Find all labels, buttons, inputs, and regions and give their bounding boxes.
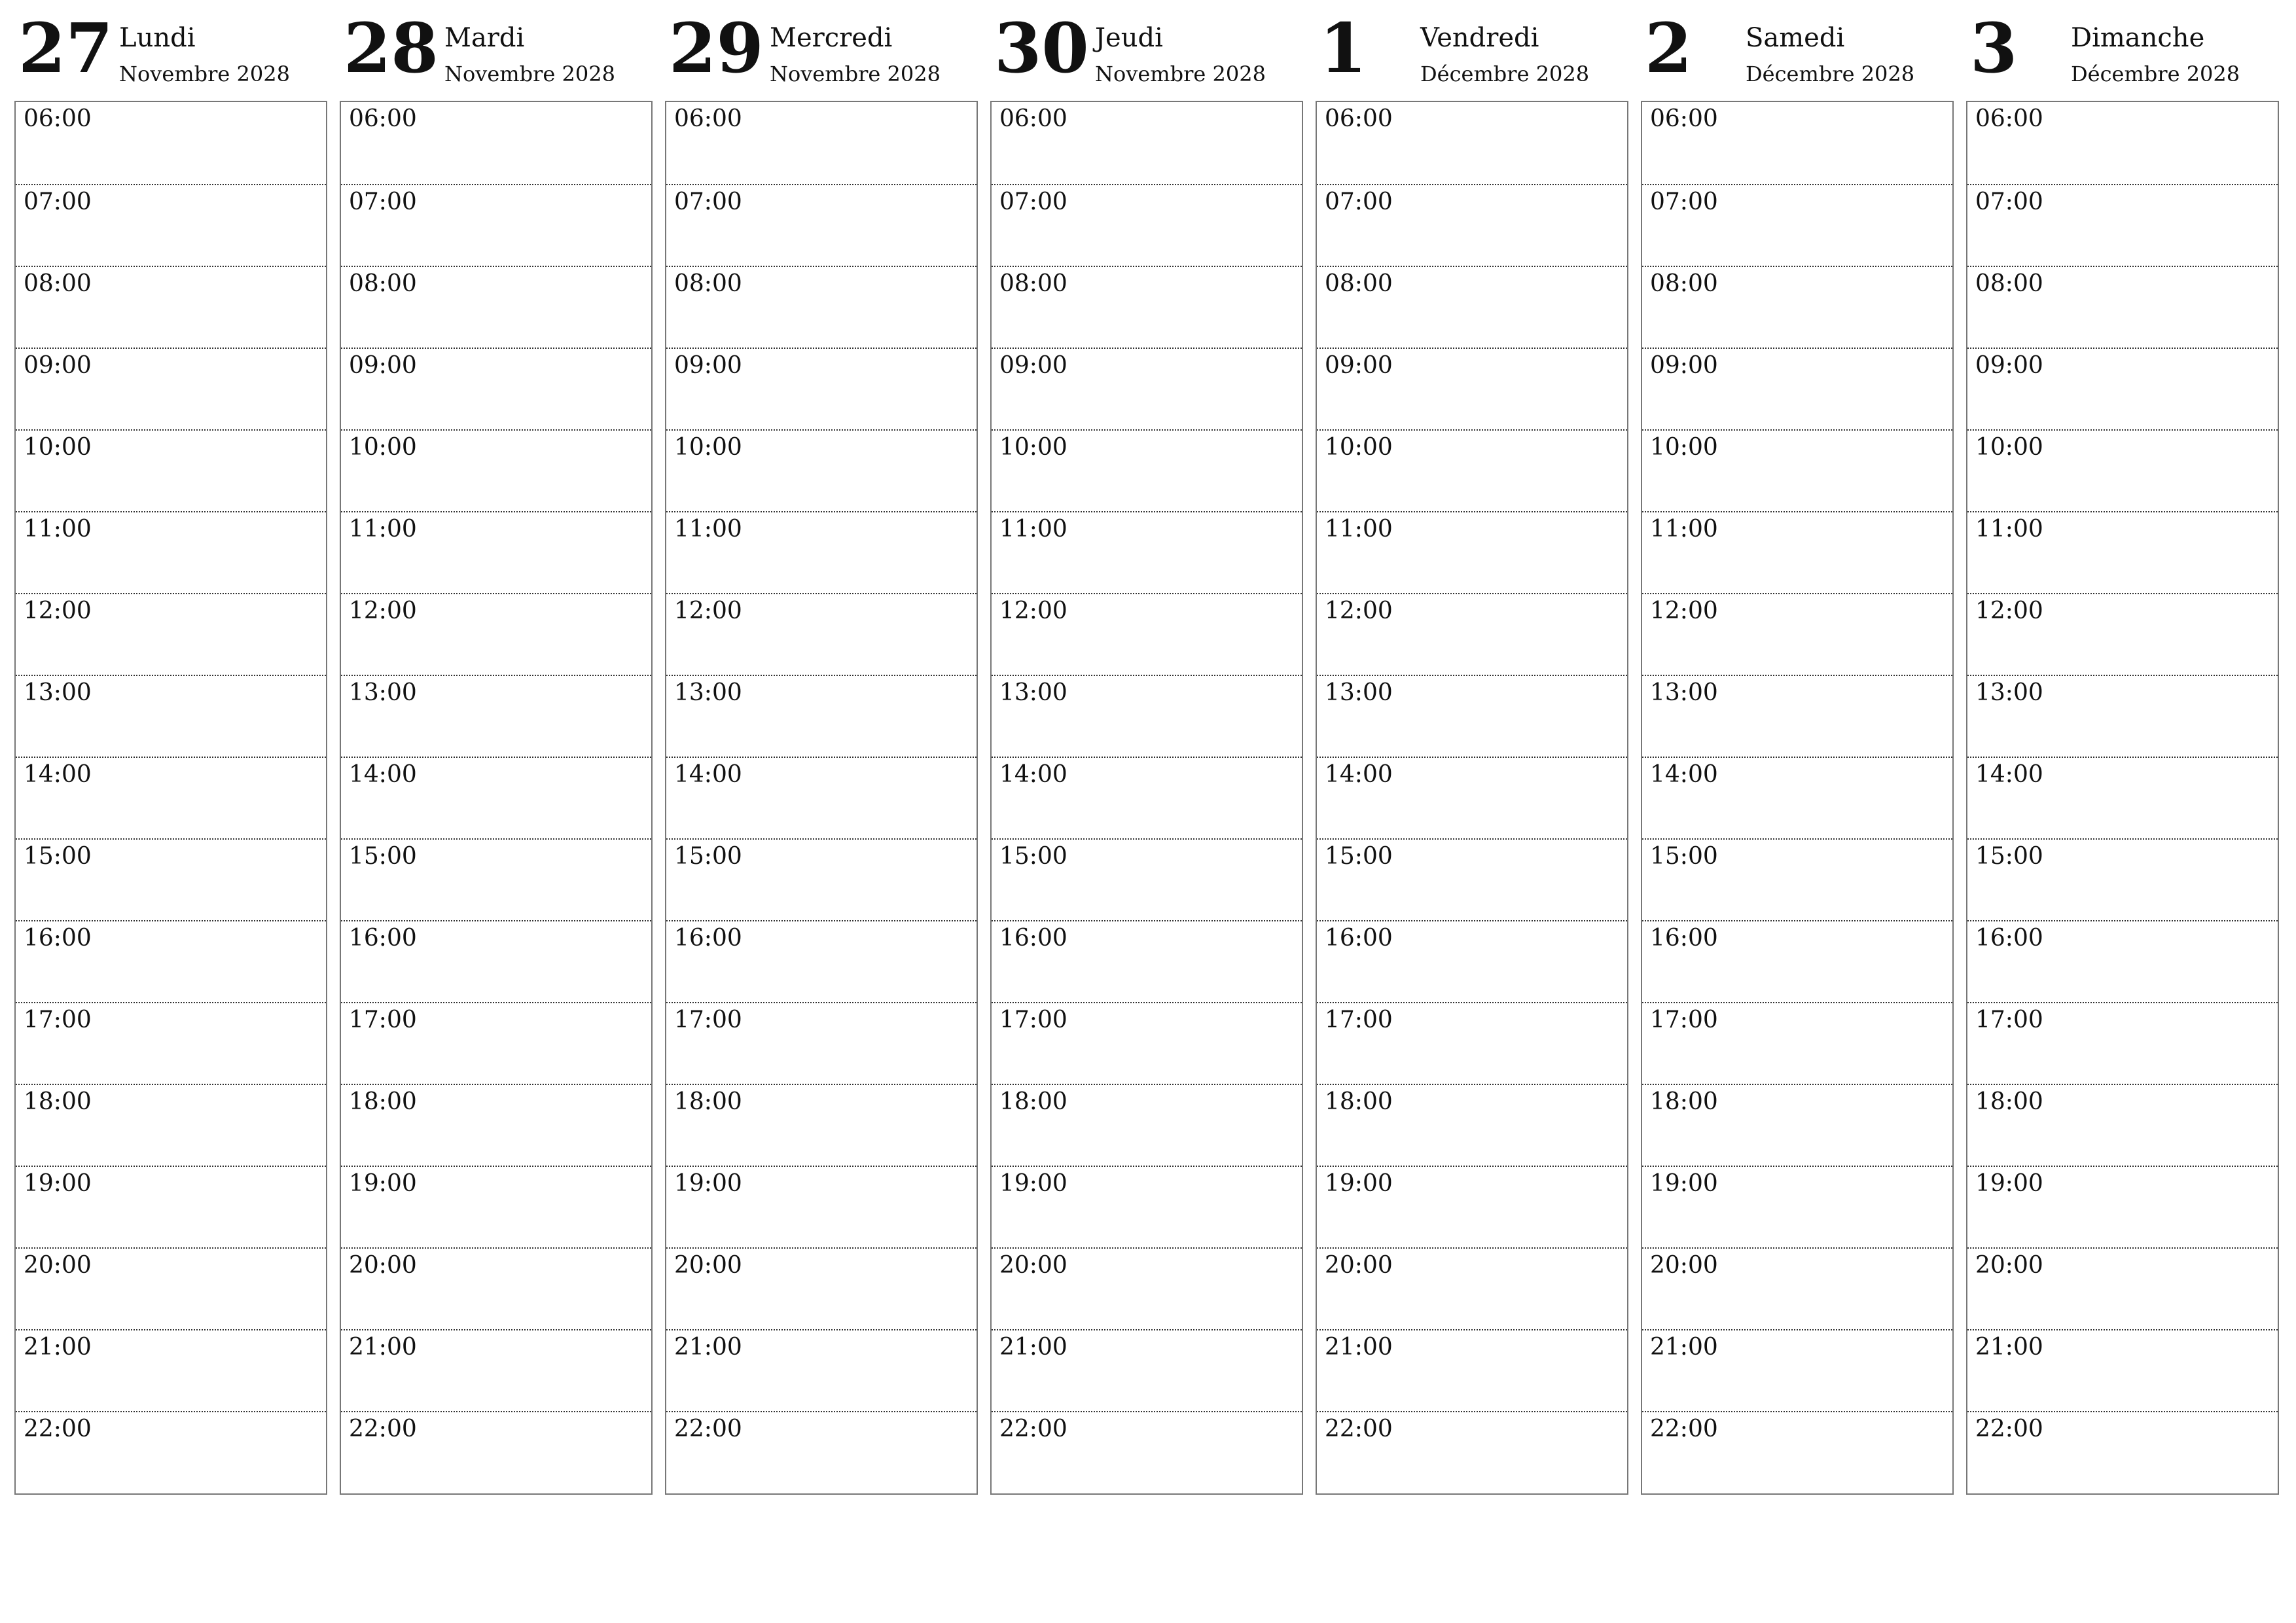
day-header xyxy=(14,0,327,98)
hour-slot[interactable] xyxy=(341,348,651,429)
hour-label: 18:00 xyxy=(1975,1088,2043,1115)
hour-label: 11:00 xyxy=(999,516,1067,543)
hour-label: 14:00 xyxy=(1975,761,2043,788)
day-header xyxy=(340,0,653,98)
hour-label: 13:00 xyxy=(24,679,92,706)
hour-label: 13:00 xyxy=(349,679,417,706)
hour-slot[interactable] xyxy=(666,184,977,266)
hour-label: 11:00 xyxy=(1975,516,2043,543)
hour-label: 13:00 xyxy=(1650,679,1718,706)
hour-slot[interactable] xyxy=(1967,429,2278,511)
hour-slot[interactable] xyxy=(666,1002,977,1084)
hour-label: 06:00 xyxy=(999,105,1067,132)
hour-label: 11:00 xyxy=(1325,516,1393,543)
day-name: Mardi xyxy=(444,23,525,53)
hour-label: 15:00 xyxy=(24,843,92,870)
hour-label: 18:00 xyxy=(1325,1088,1393,1115)
hour-label: 08:00 xyxy=(1975,270,2043,297)
hour-label: 06:00 xyxy=(1325,105,1393,132)
hour-label: 09:00 xyxy=(674,352,742,379)
hour-label: 09:00 xyxy=(349,352,417,379)
hour-slot[interactable] xyxy=(1642,266,1952,348)
hour-label: 11:00 xyxy=(349,516,417,543)
day-name: Dimanche xyxy=(2071,23,2205,53)
hour-slot[interactable] xyxy=(1642,429,1952,511)
hour-slot[interactable] xyxy=(666,511,977,593)
hour-label: 07:00 xyxy=(999,188,1067,215)
hour-slot[interactable] xyxy=(1967,1247,2278,1329)
hour-slot[interactable] xyxy=(1642,1084,1952,1166)
hour-slot[interactable] xyxy=(16,348,326,429)
hour-label: 22:00 xyxy=(1975,1416,2043,1442)
hour-label: 07:00 xyxy=(24,188,92,215)
hour-label: 19:00 xyxy=(1325,1170,1393,1197)
hour-slot[interactable] xyxy=(1967,511,2278,593)
hour-slot[interactable] xyxy=(1642,511,1952,593)
hour-grid xyxy=(990,101,1303,1495)
day-number: 29 xyxy=(669,8,764,88)
hour-slot[interactable] xyxy=(666,593,977,675)
hour-slot[interactable] xyxy=(341,757,651,838)
hour-slot[interactable] xyxy=(341,511,651,593)
hour-slot[interactable] xyxy=(992,1247,1302,1329)
hour-label: 19:00 xyxy=(674,1170,742,1197)
hour-label: 12:00 xyxy=(349,597,417,624)
hour-grid xyxy=(1641,101,1954,1495)
hour-label: 19:00 xyxy=(24,1170,92,1197)
hour-slot[interactable] xyxy=(341,593,651,675)
hour-label: 07:00 xyxy=(1325,188,1393,215)
hour-label: 22:00 xyxy=(674,1416,742,1442)
hour-label: 17:00 xyxy=(1325,1007,1393,1033)
day-month: Novembre 2028 xyxy=(119,62,290,86)
hour-label: 19:00 xyxy=(1975,1170,2043,1197)
hour-label: 16:00 xyxy=(999,925,1067,952)
day-month: Décembre 2028 xyxy=(2071,62,2240,86)
hour-label: 10:00 xyxy=(349,434,417,461)
hour-slot[interactable] xyxy=(992,1166,1302,1247)
hour-slot[interactable] xyxy=(16,102,326,184)
hour-label: 11:00 xyxy=(674,516,742,543)
hour-slot[interactable] xyxy=(1642,1002,1952,1084)
hour-slot[interactable] xyxy=(992,1329,1302,1411)
hour-slot[interactable] xyxy=(341,184,651,266)
day-header xyxy=(665,0,978,98)
hour-label: 21:00 xyxy=(1650,1334,1718,1361)
hour-label: 16:00 xyxy=(1975,925,2043,952)
hour-slot[interactable] xyxy=(16,1002,326,1084)
hour-slot[interactable] xyxy=(992,838,1302,920)
day-name: Lundi xyxy=(119,23,196,53)
day-number: 1 xyxy=(1319,8,1367,88)
hour-label: 07:00 xyxy=(349,188,417,215)
hour-label: 12:00 xyxy=(674,597,742,624)
hour-label: 20:00 xyxy=(1325,1252,1393,1279)
hour-slot[interactable] xyxy=(1642,920,1952,1002)
hour-label: 21:00 xyxy=(1975,1334,2043,1361)
hour-label: 09:00 xyxy=(1975,352,2043,379)
hour-label: 16:00 xyxy=(1650,925,1718,952)
day-number: 27 xyxy=(18,8,113,88)
hour-slot[interactable] xyxy=(992,593,1302,675)
hour-label: 11:00 xyxy=(1650,516,1718,543)
hour-label: 10:00 xyxy=(1650,434,1718,461)
hour-grid xyxy=(1966,101,2279,1495)
hour-grid xyxy=(14,101,327,1495)
hour-label: 22:00 xyxy=(349,1416,417,1442)
hour-label: 08:00 xyxy=(24,270,92,297)
hour-label: 06:00 xyxy=(1975,105,2043,132)
hour-slot[interactable] xyxy=(341,1329,651,1411)
hour-label: 20:00 xyxy=(1975,1252,2043,1279)
hour-slot[interactable] xyxy=(341,1166,651,1247)
hour-label: 21:00 xyxy=(999,1334,1067,1361)
hour-label: 15:00 xyxy=(1325,843,1393,870)
hour-label: 06:00 xyxy=(674,105,742,132)
hour-slot[interactable] xyxy=(992,675,1302,757)
hour-slot[interactable] xyxy=(992,348,1302,429)
hour-slot[interactable] xyxy=(1642,838,1952,920)
hour-grid xyxy=(340,101,653,1495)
hour-label: 15:00 xyxy=(349,843,417,870)
hour-label: 15:00 xyxy=(1975,843,2043,870)
hour-slot[interactable] xyxy=(1967,1329,2278,1411)
hour-slot[interactable] xyxy=(16,184,326,266)
hour-slot[interactable] xyxy=(1317,1329,1627,1411)
hour-slot[interactable] xyxy=(1967,348,2278,429)
hour-slot[interactable] xyxy=(1642,1166,1952,1247)
day-month: Décembre 2028 xyxy=(1746,62,1915,86)
day-name: Vendredi xyxy=(1420,23,1539,53)
hour-slot[interactable] xyxy=(1317,1002,1627,1084)
day-number: 30 xyxy=(994,8,1089,88)
hour-slot[interactable] xyxy=(992,184,1302,266)
hour-slot[interactable] xyxy=(666,675,977,757)
hour-slot[interactable] xyxy=(1642,184,1952,266)
hour-slot[interactable] xyxy=(992,266,1302,348)
day-header xyxy=(990,0,1303,98)
hour-slot[interactable] xyxy=(16,675,326,757)
hour-slot[interactable] xyxy=(1967,1084,2278,1166)
hour-label: 22:00 xyxy=(24,1416,92,1442)
hour-label: 17:00 xyxy=(999,1007,1067,1033)
hour-slot[interactable] xyxy=(666,920,977,1002)
hour-slot[interactable] xyxy=(1967,675,2278,757)
hour-slot[interactable] xyxy=(1967,102,2278,184)
hour-slot[interactable] xyxy=(16,757,326,838)
hour-slot[interactable] xyxy=(666,429,977,511)
hour-slot[interactable] xyxy=(16,511,326,593)
hour-label: 12:00 xyxy=(1325,597,1393,624)
hour-label: 12:00 xyxy=(1650,597,1718,624)
hour-label: 17:00 xyxy=(1975,1007,2043,1033)
hour-label: 21:00 xyxy=(24,1334,92,1361)
hour-slot[interactable] xyxy=(341,675,651,757)
day-month: Novembre 2028 xyxy=(770,62,941,86)
hour-label: 10:00 xyxy=(674,434,742,461)
hour-slot[interactable] xyxy=(1967,757,2278,838)
hour-label: 13:00 xyxy=(1975,679,2043,706)
hour-slot[interactable] xyxy=(1642,1411,1952,1493)
hour-label: 12:00 xyxy=(1975,597,2043,624)
hour-label: 14:00 xyxy=(24,761,92,788)
hour-label: 17:00 xyxy=(674,1007,742,1033)
hour-label: 17:00 xyxy=(24,1007,92,1033)
hour-label: 06:00 xyxy=(1650,105,1718,132)
hour-label: 17:00 xyxy=(1650,1007,1718,1033)
hour-label: 19:00 xyxy=(999,1170,1067,1197)
day-number: 28 xyxy=(344,8,439,88)
hour-slot[interactable] xyxy=(16,838,326,920)
hour-slot[interactable] xyxy=(666,1411,977,1493)
hour-slot[interactable] xyxy=(1967,1411,2278,1493)
hour-label: 22:00 xyxy=(999,1416,1067,1442)
hour-label: 14:00 xyxy=(1650,761,1718,788)
hour-label: 18:00 xyxy=(1650,1088,1718,1115)
hour-label: 20:00 xyxy=(24,1252,92,1279)
hour-slot[interactable] xyxy=(666,838,977,920)
hour-label: 14:00 xyxy=(349,761,417,788)
hour-slot[interactable] xyxy=(341,1002,651,1084)
hour-slot[interactable] xyxy=(16,1084,326,1166)
hour-slot[interactable] xyxy=(992,511,1302,593)
hour-slot[interactable] xyxy=(1317,757,1627,838)
hour-slot[interactable] xyxy=(666,1247,977,1329)
hour-slot[interactable] xyxy=(992,1002,1302,1084)
hour-slot[interactable] xyxy=(1967,184,2278,266)
hour-slot[interactable] xyxy=(666,1329,977,1411)
day-name: Samedi xyxy=(1746,23,1845,53)
hour-slot[interactable] xyxy=(341,102,651,184)
hour-label: 20:00 xyxy=(999,1252,1067,1279)
hour-slot[interactable] xyxy=(341,429,651,511)
hour-slot[interactable] xyxy=(16,593,326,675)
hour-label: 07:00 xyxy=(1975,188,2043,215)
hour-label: 12:00 xyxy=(24,597,92,624)
hour-label: 17:00 xyxy=(349,1007,417,1033)
hour-label: 10:00 xyxy=(1975,434,2043,461)
hour-label: 15:00 xyxy=(674,843,742,870)
hour-label: 06:00 xyxy=(24,105,92,132)
hour-label: 09:00 xyxy=(1325,352,1393,379)
hour-label: 06:00 xyxy=(349,105,417,132)
hour-label: 08:00 xyxy=(674,270,742,297)
hour-label: 08:00 xyxy=(1325,270,1393,297)
hour-slot[interactable] xyxy=(666,266,977,348)
hour-slot[interactable] xyxy=(341,838,651,920)
hour-slot[interactable] xyxy=(666,1084,977,1166)
hour-slot[interactable] xyxy=(1967,1166,2278,1247)
hour-slot[interactable] xyxy=(1317,511,1627,593)
day-name: Jeudi xyxy=(1095,23,1163,53)
hour-slot[interactable] xyxy=(1967,838,2278,920)
hour-slot[interactable] xyxy=(341,920,651,1002)
hour-slot[interactable] xyxy=(1642,593,1952,675)
hour-label: 22:00 xyxy=(1325,1416,1393,1442)
hour-slot[interactable] xyxy=(1317,184,1627,266)
hour-slot[interactable] xyxy=(16,1166,326,1247)
hour-label: 18:00 xyxy=(24,1088,92,1115)
hour-slot[interactable] xyxy=(1642,102,1952,184)
day-month: Novembre 2028 xyxy=(1095,62,1266,86)
hour-label: 15:00 xyxy=(1650,843,1718,870)
hour-slot[interactable] xyxy=(1317,266,1627,348)
hour-slot[interactable] xyxy=(992,757,1302,838)
hour-slot[interactable] xyxy=(341,266,651,348)
day-name: Mercredi xyxy=(770,23,893,53)
hour-slot[interactable] xyxy=(1317,1084,1627,1166)
hour-slot[interactable] xyxy=(666,1166,977,1247)
hour-slot[interactable] xyxy=(1642,1247,1952,1329)
hour-label: 18:00 xyxy=(349,1088,417,1115)
hour-label: 12:00 xyxy=(999,597,1067,624)
hour-label: 20:00 xyxy=(1650,1252,1718,1279)
hour-label: 07:00 xyxy=(674,188,742,215)
hour-slot[interactable] xyxy=(1317,838,1627,920)
hour-label: 14:00 xyxy=(674,761,742,788)
day-month: Décembre 2028 xyxy=(1420,62,1590,86)
hour-slot[interactable] xyxy=(1317,1247,1627,1329)
hour-slot[interactable] xyxy=(992,102,1302,184)
hour-label: 08:00 xyxy=(349,270,417,297)
hour-label: 10:00 xyxy=(24,434,92,461)
hour-slot[interactable] xyxy=(1642,675,1952,757)
hour-label: 16:00 xyxy=(24,925,92,952)
hour-slot[interactable] xyxy=(1642,1329,1952,1411)
hour-slot[interactable] xyxy=(1317,429,1627,511)
hour-slot[interactable] xyxy=(341,1247,651,1329)
hour-grid xyxy=(665,101,978,1495)
hour-label: 18:00 xyxy=(674,1088,742,1115)
hour-label: 10:00 xyxy=(1325,434,1393,461)
hour-label: 21:00 xyxy=(349,1334,417,1361)
day-number: 3 xyxy=(1970,8,2018,88)
hour-slot[interactable] xyxy=(1317,348,1627,429)
hour-label: 16:00 xyxy=(1325,925,1393,952)
hour-label: 14:00 xyxy=(1325,761,1393,788)
hour-slot[interactable] xyxy=(666,102,977,184)
hour-label: 20:00 xyxy=(674,1252,742,1279)
hour-label: 20:00 xyxy=(349,1252,417,1279)
day-header xyxy=(1966,0,2279,98)
hour-slot[interactable] xyxy=(1967,593,2278,675)
hour-slot[interactable] xyxy=(992,1411,1302,1493)
day-number: 2 xyxy=(1645,8,1693,88)
hour-label: 21:00 xyxy=(674,1334,742,1361)
hour-slot[interactable] xyxy=(341,1411,651,1493)
hour-label: 13:00 xyxy=(1325,679,1393,706)
hour-label: 15:00 xyxy=(999,843,1067,870)
hour-slot[interactable] xyxy=(1642,757,1952,838)
hour-grid xyxy=(1316,101,1628,1495)
hour-slot[interactable] xyxy=(1967,266,2278,348)
hour-label: 08:00 xyxy=(999,270,1067,297)
hour-label: 13:00 xyxy=(674,679,742,706)
hour-label: 18:00 xyxy=(999,1088,1067,1115)
hour-slot[interactable] xyxy=(1317,675,1627,757)
hour-slot[interactable] xyxy=(1642,348,1952,429)
hour-label: 09:00 xyxy=(24,352,92,379)
hour-label: 22:00 xyxy=(1650,1416,1718,1442)
hour-slot[interactable] xyxy=(1317,1166,1627,1247)
hour-slot[interactable] xyxy=(1317,920,1627,1002)
hour-slot[interactable] xyxy=(992,429,1302,511)
hour-slot[interactable] xyxy=(1317,1411,1627,1493)
hour-slot[interactable] xyxy=(16,1247,326,1329)
hour-label: 11:00 xyxy=(24,516,92,543)
hour-label: 09:00 xyxy=(999,352,1067,379)
hour-slot[interactable] xyxy=(16,266,326,348)
hour-slot[interactable] xyxy=(16,429,326,511)
hour-slot[interactable] xyxy=(666,348,977,429)
hour-slot[interactable] xyxy=(1317,593,1627,675)
hour-slot[interactable] xyxy=(992,920,1302,1002)
hour-label: 07:00 xyxy=(1650,188,1718,215)
day-header xyxy=(1316,0,1628,98)
hour-label: 21:00 xyxy=(1325,1334,1393,1361)
hour-label: 19:00 xyxy=(349,1170,417,1197)
hour-label: 13:00 xyxy=(999,679,1067,706)
hour-label: 14:00 xyxy=(999,761,1067,788)
hour-slot[interactable] xyxy=(1967,920,2278,1002)
hour-slot[interactable] xyxy=(992,1084,1302,1166)
hour-label: 08:00 xyxy=(1650,270,1718,297)
hour-slot[interactable] xyxy=(1967,1002,2278,1084)
day-month: Novembre 2028 xyxy=(444,62,615,86)
day-header xyxy=(1641,0,1954,98)
hour-slot[interactable] xyxy=(16,1329,326,1411)
hour-label: 09:00 xyxy=(1650,352,1718,379)
hour-slot[interactable] xyxy=(666,757,977,838)
hour-slot[interactable] xyxy=(1317,102,1627,184)
hour-slot[interactable] xyxy=(16,920,326,1002)
hour-label: 10:00 xyxy=(999,434,1067,461)
hour-label: 19:00 xyxy=(1650,1170,1718,1197)
hour-label: 16:00 xyxy=(349,925,417,952)
hour-label: 16:00 xyxy=(674,925,742,952)
hour-slot[interactable] xyxy=(341,1084,651,1166)
hour-slot[interactable] xyxy=(16,1411,326,1493)
